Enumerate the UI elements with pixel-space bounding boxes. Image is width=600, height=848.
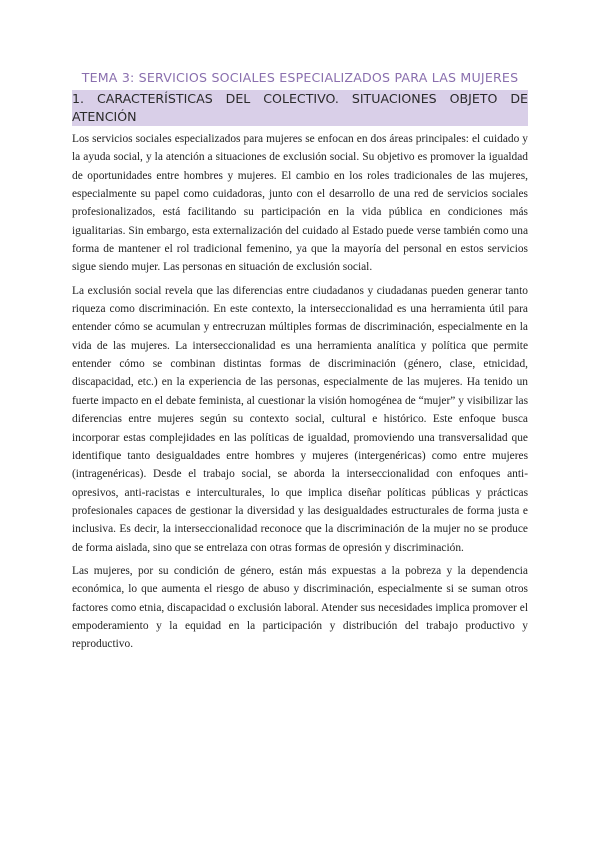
paragraph: La exclusión social revela que las diferencias entre ciudadanos y ciudadanas pueden generar tanto riqueza como discriminación. En este contexto, la interseccionalidad es una herramienta útil para entender cómo se acumulan y entrecruzan múltiples formas de discriminación, especialmente en la vida de las mujeres. La interseccionalidad es una herramienta analítica y política que permite entender cómo se combinan distintas formas de discriminación (género, clase, etnicidad, discapacidad, etc.) en la experiencia de las personas, especialmente de las mujeres. Ha tenido un fuerte impacto en el debate feminista, al cuestionar la visión homogénea de “mujer” y visibilizar las diferencias entre mujeres según su contexto social, cultural e histórico. Este enfoque busca incorporar estas complejidades en las políticas de igualdad, promoviendo una transversalidad que identifique tanto desigualdades entre hombres y mujeres (intergenéricas) como entre mujeres (intragenéricas). Desde el trabajo social, se aborda la interseccionalidad con enfoques anti-opresivos, anti-racistas e interculturales, lo que implica diseñar políticas públicas y prácticas profesionales capaces de gestionar la diversidad y las desigualdades estructurales de forma justa e inclusiva. Es decir, la interseccionalidad reconoce que la discriminación de la mujer no se produce de forma aislada, sino que se entrelaza con otras formas de opresión y discriminación. [72, 284, 528, 554]
document-title: TEMA 3: SERVICIOS SOCIALES ESPECIALIZADOS PARA LAS MUJERES [81, 70, 519, 85]
paragraph: Las mujeres, por su condición de género, están más expuestas a la pobreza y la dependencia económica, lo que aumenta el riesgo de abuso y discriminación, especialmente si se suman otros factores como etnia, discapacidad o exclusión laboral. Atender sus necesidades implica promover el empoderamiento y la equidad en la participación y distribución del trabajo productivo y reproductivo. [72, 564, 528, 651]
paragraph: Los servicios sociales especializados para mujeres se enfocan en dos áreas principales: el cuidado y la ayuda social, y la atención a situaciones de exclusión social. Su objetivo es promover la igualdad de oportunidades entre hombres y mujeres. El cambio en los roles tradicionales de las mujeres, especialmente su papel como cuidadoras, junto con el desarrollo de una red de servicios sociales profesionalizados, está facilitando su participación en la vida pública en condiciones más igualitarias. Sin embargo, esta externalización del cuidado al Estado puede verse también como una forma de mantener el rol tradicional femenino, ya que la mayoría del personal en estos servicios sigue siendo mujer. Las personas en situación de exclusión social. [72, 133, 528, 274]
document-body [72, 130, 528, 659]
section-heading-text: 1. CARACTERÍSTICAS DEL COLECTIVO. SITUACIONES OBJETO DE ATENCIÓN [72, 91, 528, 124]
section-heading [72, 90, 528, 126]
